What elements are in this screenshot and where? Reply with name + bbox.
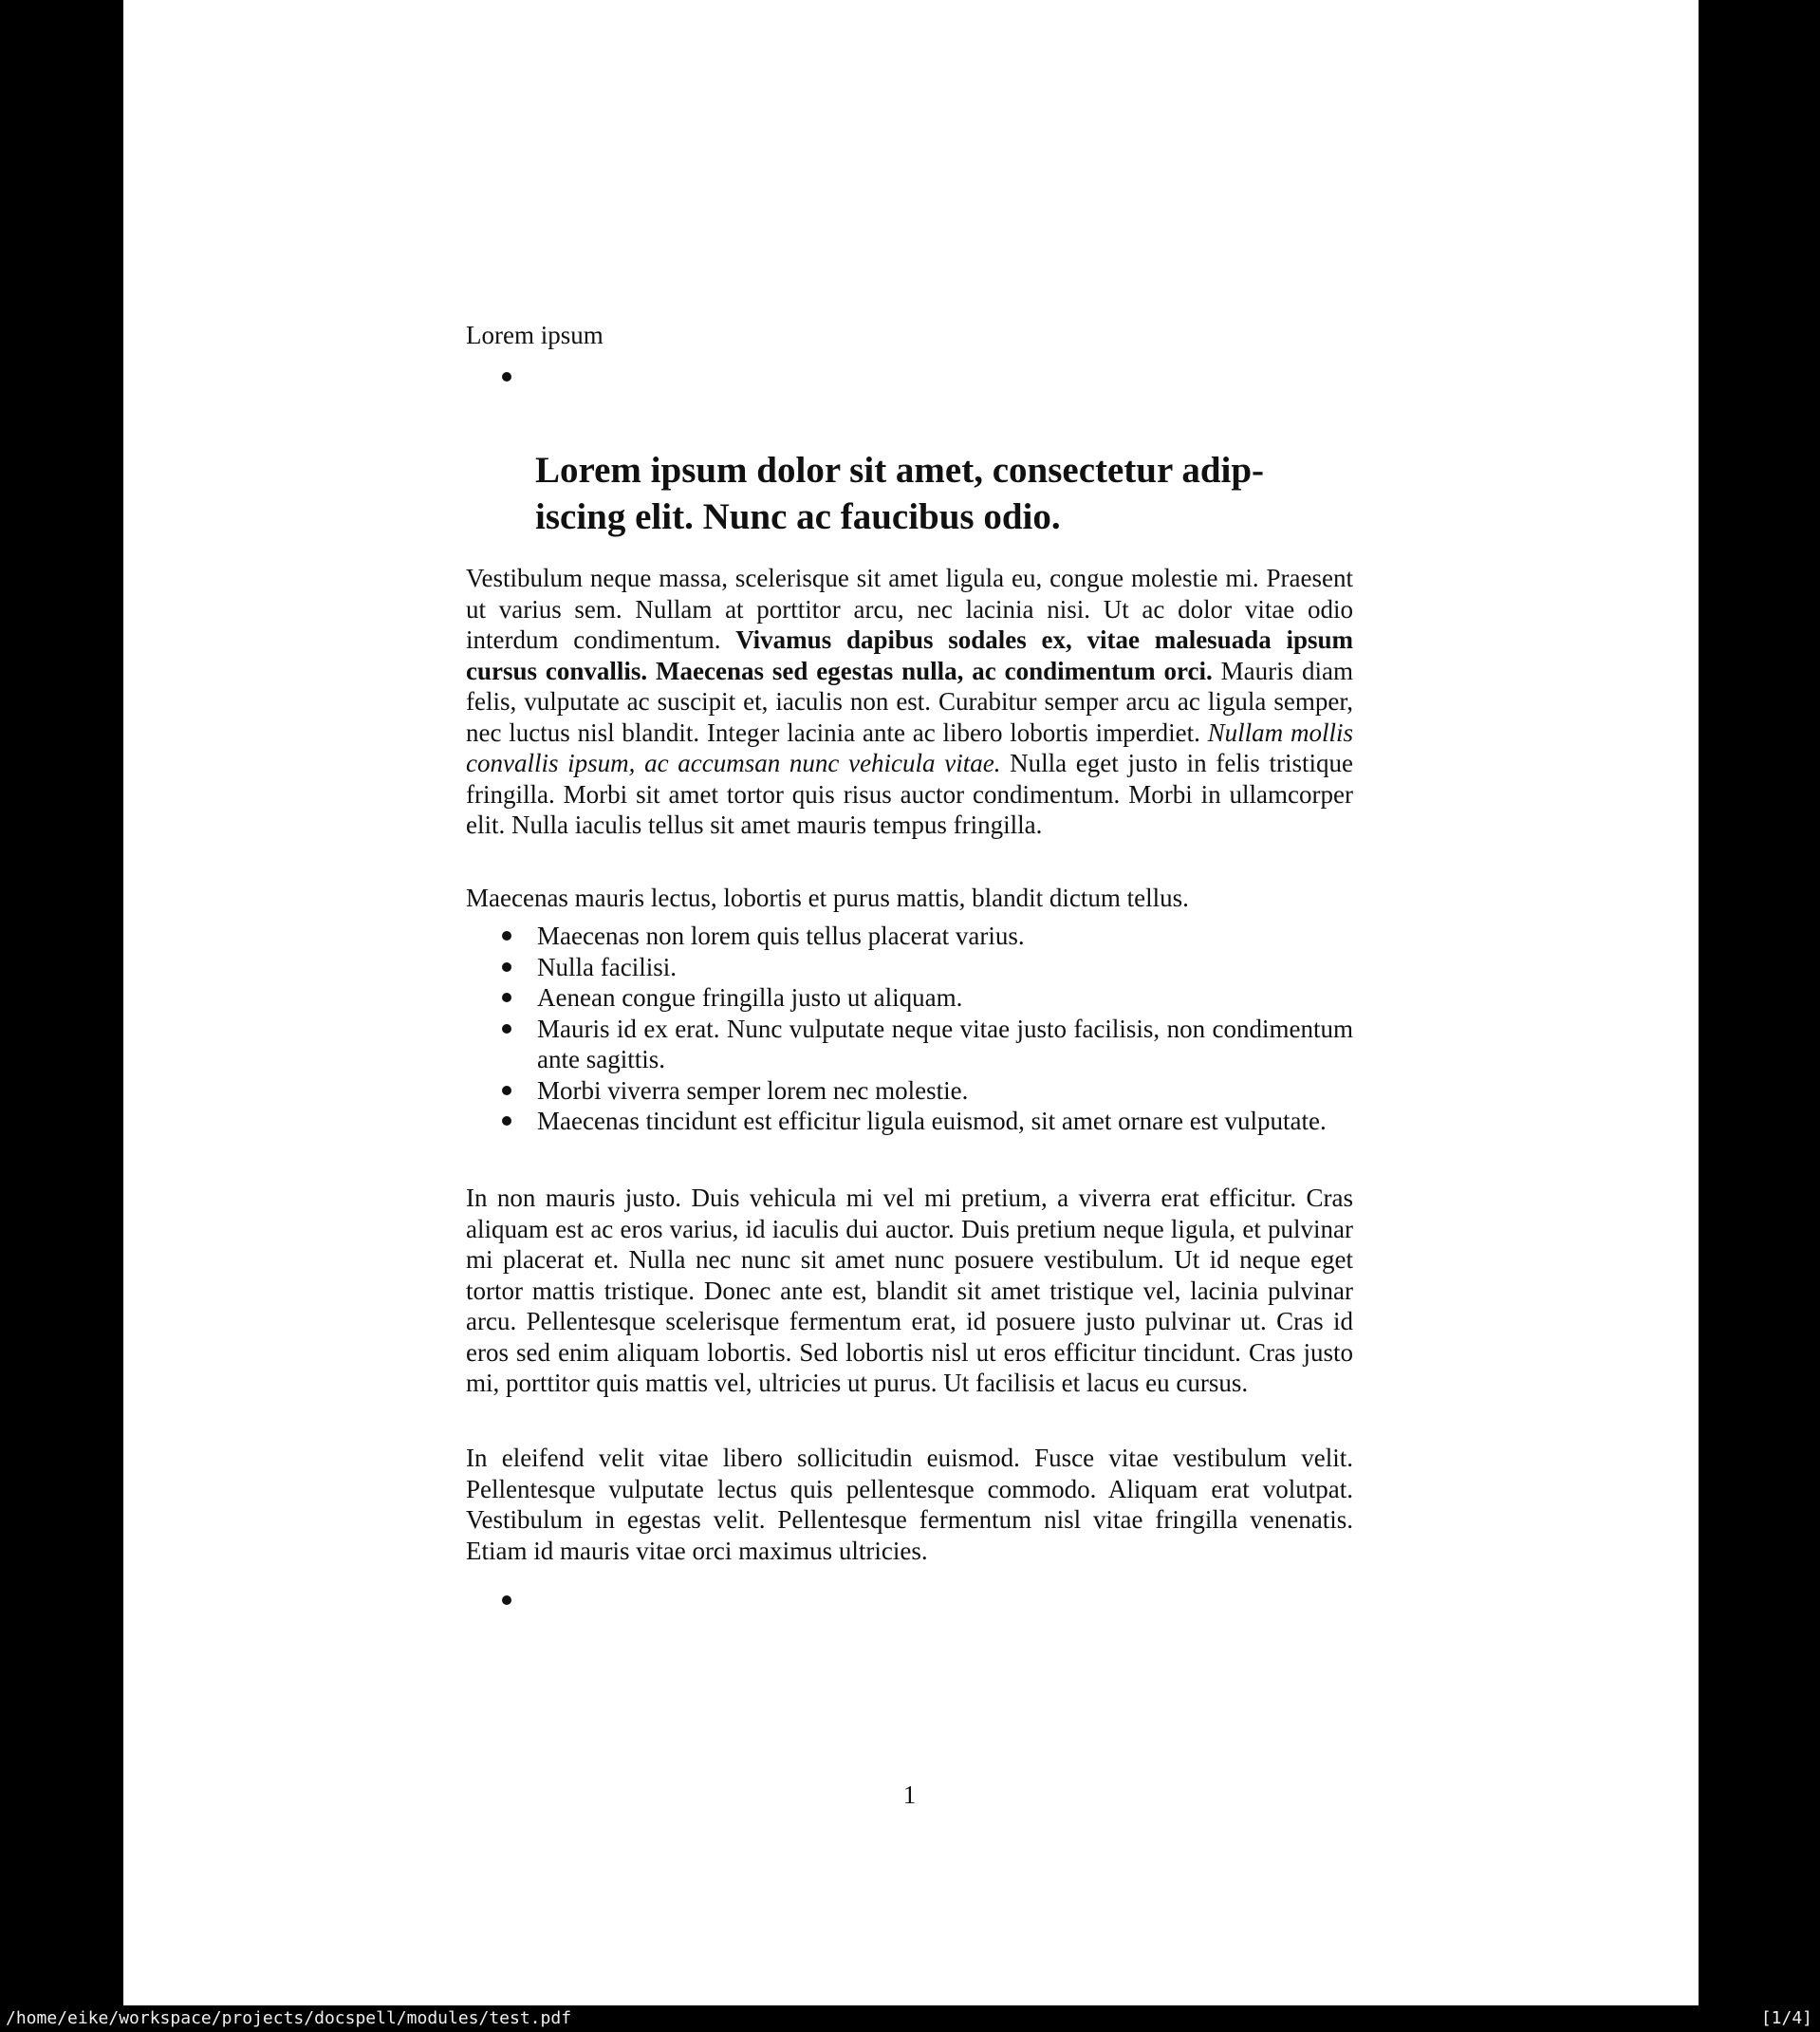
bullet-list bbox=[466, 921, 1353, 1137]
text-segment-normal: Vestibulum neque massa, scelerisque sit amet ligula eu, congue molestie mi. Praesent ut varius sem. Nullam at porttitor arcu, nec lacinia nisi. Ut ac dolor vitae odio interdum condimentum. bbox=[466, 564, 1353, 654]
text-segment-normal: Mauris diam felis, vulputate ac suscipit et, iaculis non est. Curabitur semper arcu ac ligula semper, nec luctus nisl blandit. Integer lacinia ante ac libero lobortis imperdiet. bbox=[466, 656, 1353, 747]
text-segment-normal: Nulla eget justo in felis tristique fringilla. Morbi sit amet tortor quis risus auctor condimentum. Morbi in ullamcorper elit. Nulla iaculis tellus sit amet mauris tempus fringilla. bbox=[466, 749, 1353, 839]
paragraph-1 bbox=[466, 563, 1353, 841]
list-item: Maecenas non lorem quis tellus placerat varius. bbox=[466, 921, 1353, 952]
text-segment-italic: Nullam mollis convallis ipsum, ac accumsan nunc vehicula vitae. bbox=[466, 718, 1353, 777]
paragraph-3: In non mauris justo. Duis vehicula mi vel mi pretium, a viverra erat efficitur. Cras aliquam est ac eros varius, id iaculis dui auctor. Duis pretium neque ligula, et pulvinar mi placerat et. Nulla nec nunc sit amet nunc posuere vestibulum. Ut id neque eget tortor mattis tristique. Donec ante est, blandit sit amet tristique vel, lacinia pulvinar arcu. Pellentesque scelerisque fermentum erat, id posuere justo pulvinar ut. Cras id eros sed enim aliquam lobortis. Sed lobortis nisl ut eros efficitur tincidunt. Cras justo mi, porttitor quis mattis vel, ultricies ut purus. Ut facilisis et lacus eu cursus. bbox=[466, 1184, 1353, 1397]
list-item: Nulla facilisi. bbox=[466, 952, 1353, 983]
section-heading-line: Lorem ipsum dolor sit amet, consectetur adip- bbox=[535, 450, 1265, 491]
status-file-path: /home/eike/workspace/projects/docspell/modules/test.pdf bbox=[6, 2008, 572, 2028]
bullet-icon bbox=[502, 372, 511, 382]
status-bar bbox=[0, 2005, 1820, 2032]
status-page-indicator: [1/4] bbox=[1760, 2008, 1812, 2028]
paragraph-4: In eleifend velit vitae libero sollicitudin euismod. Fusce vitae vestibulum velit. Pellentesque vulputate lectus quis pellentesque commodo. Aliquam erat volutpat. Vestibulum in egestas velit. Pellentesque fermentum nisl vitae fringilla venenatis. Etiam id mauris vitae orci maximus ultricies. bbox=[466, 1444, 1353, 1565]
section-heading-line: iscing elit. Nunc ac faucibus odio. bbox=[535, 496, 1061, 537]
section-heading bbox=[535, 447, 1353, 540]
list-item: Maecenas tincidunt est efficitur ligula euismod, sit amet ornare est vulputate. bbox=[466, 1106, 1353, 1137]
bullet-icon bbox=[502, 1595, 511, 1605]
text-segment-bold: Vivamus dapibus sodales ex, vitae malesuada ipsum cursus convallis. Maecenas sed egestas nulla, ac condimentum orci. bbox=[466, 625, 1353, 685]
page-number: 1 bbox=[902, 1780, 917, 1809]
pdf-page[interactable] bbox=[123, 0, 1699, 2005]
list-item: Morbi viverra semper lorem nec molestie. bbox=[466, 1075, 1353, 1107]
empty-list-item bbox=[502, 372, 511, 382]
intro-text: Lorem ipsum bbox=[466, 321, 604, 349]
list-item: Mauris id ex erat. Nunc vulputate neque vitae justo facilisis, non condimentum ante sagittis. bbox=[466, 1014, 1353, 1075]
empty-list-item bbox=[502, 1595, 511, 1605]
paragraph-2: Maecenas mauris lectus, lobortis et purus mattis, blandit dictum tellus. bbox=[466, 884, 1189, 912]
list-item: Aenean congue fringilla justo ut aliquam. bbox=[466, 982, 1353, 1014]
